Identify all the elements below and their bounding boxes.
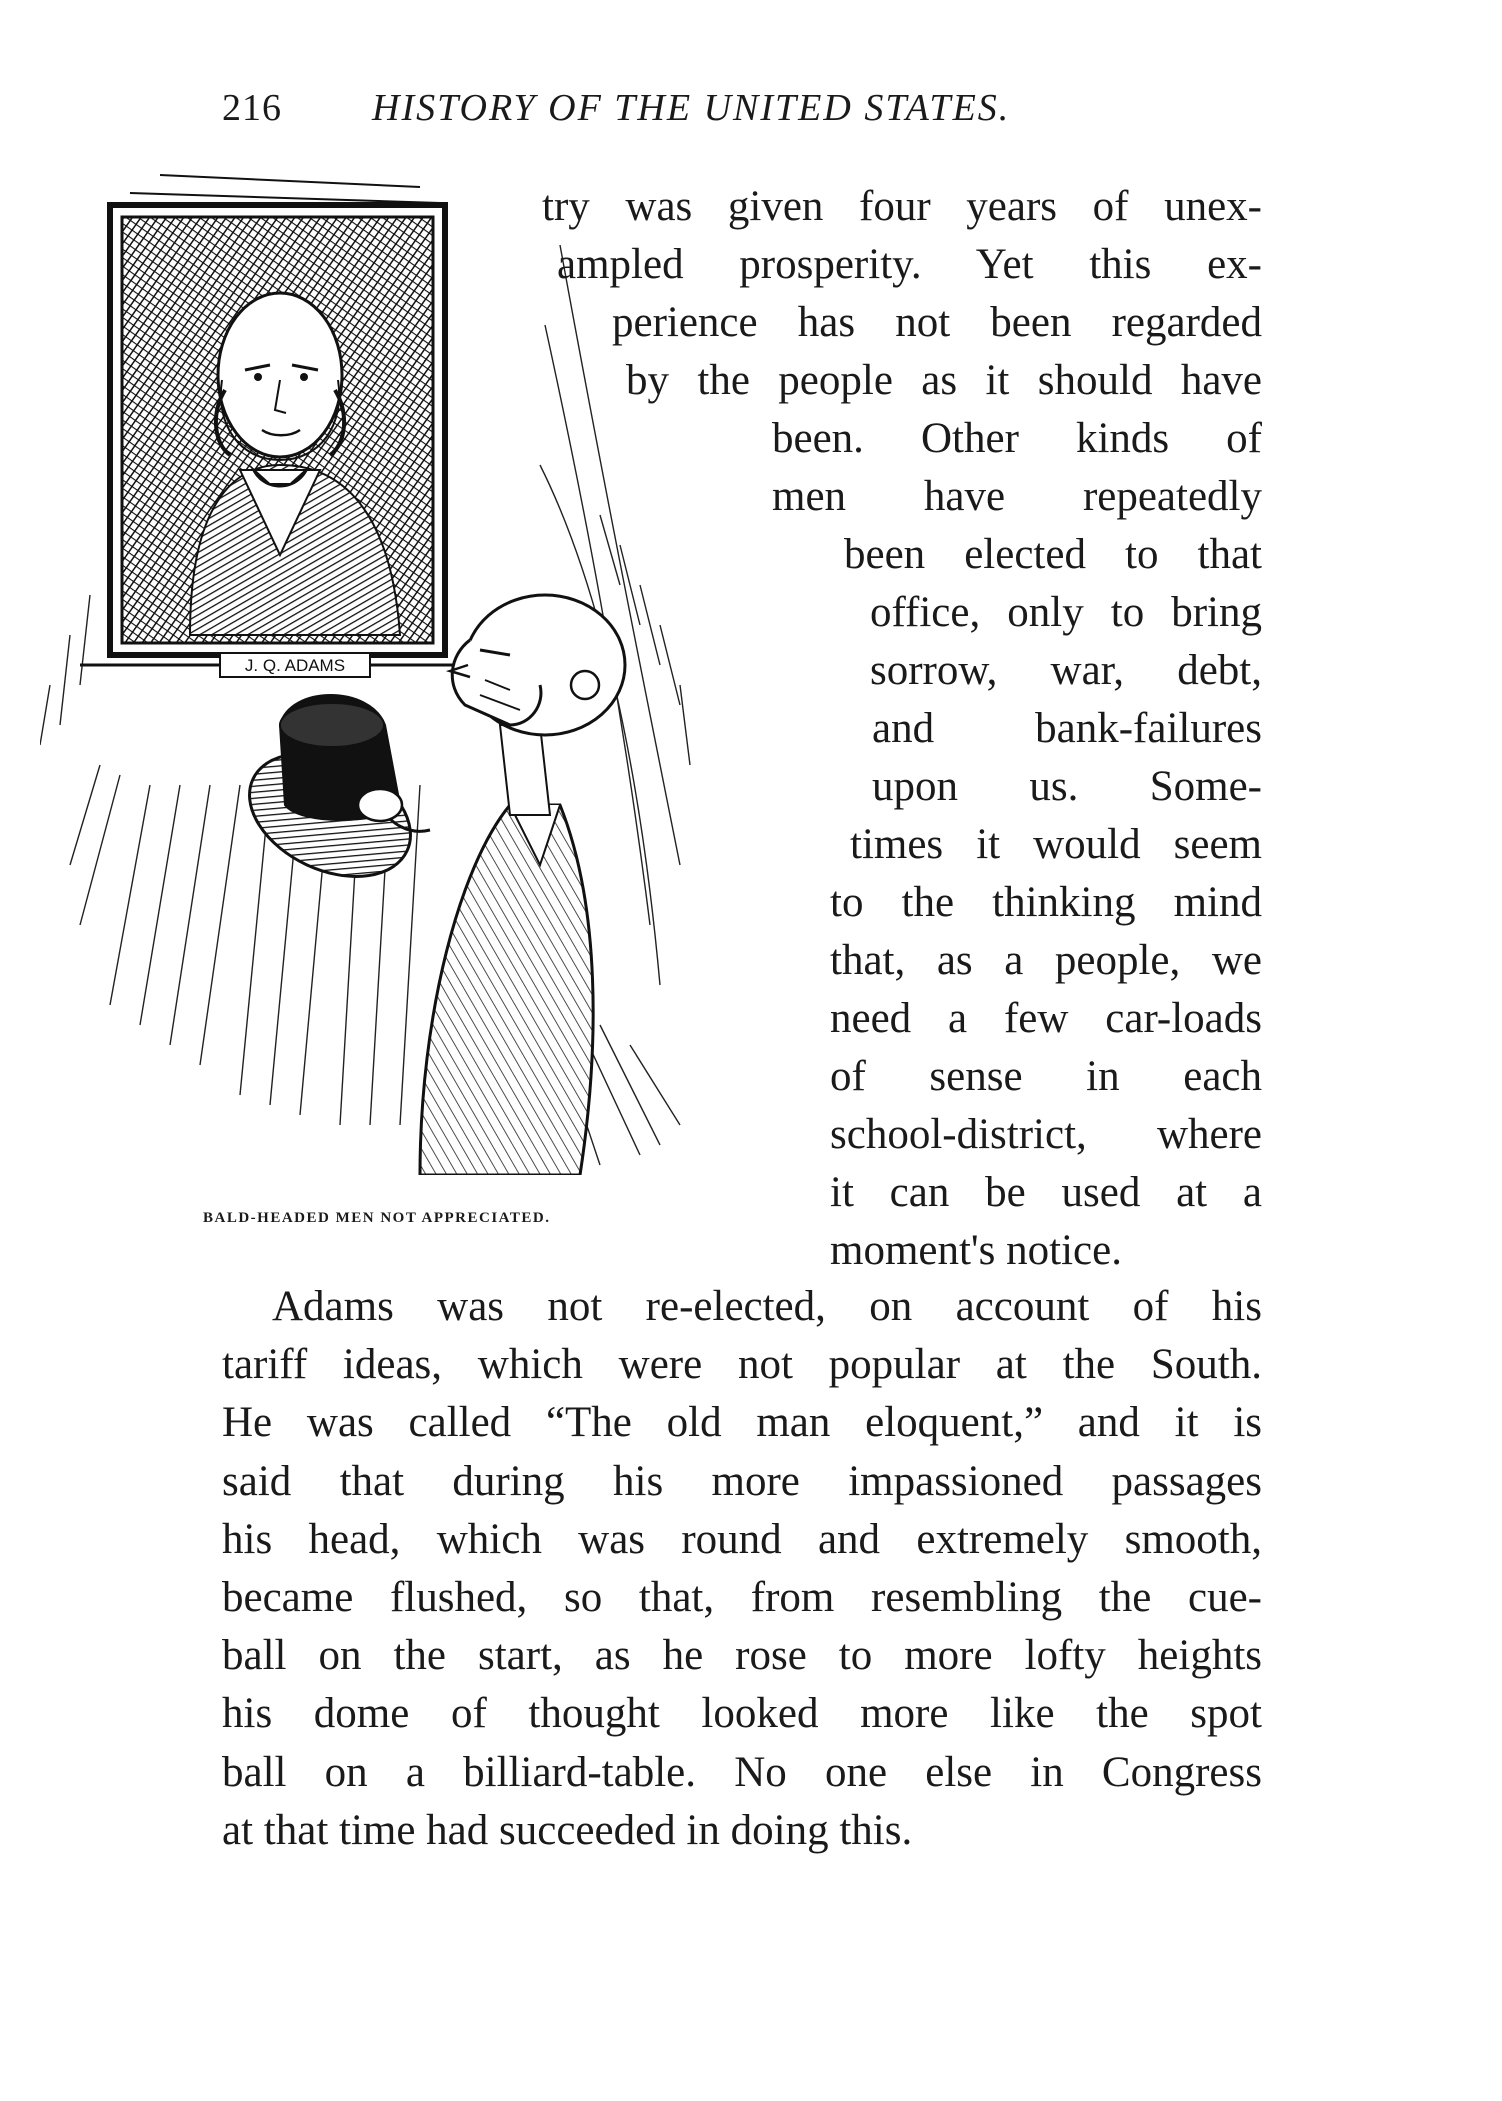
running-title: HISTORY OF THE UNITED STATES. [372,87,1011,129]
paragraph-line: at that time had succeeded in doing this. [222,1806,913,1854]
text-line: it can be used at a [830,1169,1262,1216]
portrait-frame [80,175,470,677]
paragraph-line: Adams was not re-elected, on account of his [272,1283,1262,1330]
paragraph-line: his head, which was round and extremely smooth, [222,1515,1262,1563]
text-line: and bank-failures [872,705,1262,752]
text-line: to the thinking mind [830,879,1262,926]
text-line: need a few car-loads [830,995,1262,1042]
paragraph-line: ball on the start, as he rose to more lofty heights [222,1632,1262,1680]
frame-label: J. Q. ADAMS [244,656,346,675]
paragraph-line: He was called “The old man eloquent,” and it is [222,1399,1262,1447]
text-line: that, as a people, we [830,937,1262,984]
text-line: ampled prosperity. Yet this ex- [557,241,1262,288]
text-line: school-district, where [830,1111,1262,1158]
text-line: sorrow, war, debt, [870,647,1262,694]
page-header [222,78,1262,138]
text-line: moment's notice. [830,1227,1122,1274]
text-line: been. Other kinds of [772,415,1262,462]
top-hat [230,695,431,901]
page-number: 216 [222,87,282,129]
text-line: been elected to that [844,531,1262,578]
text-line: times it would seem [850,821,1262,868]
bald-man [420,595,625,1175]
paragraph-line: ball on a billiard-table. No one else in Congress [222,1748,1262,1796]
text-line: try was given four years of unex- [542,183,1262,230]
paragraph-line: tariff ideas, which were not popular at the South. [222,1341,1262,1389]
text-line: of sense in each [830,1053,1262,1100]
text-line: perience has not been regarded [612,299,1262,346]
text-line: by the people as it should have [626,357,1262,404]
text-line: office, only to bring [870,589,1262,636]
text-line: men have repeatedly [772,473,1262,520]
paragraph-line: became flushed, so that, from resembling the cue- [222,1574,1262,1622]
paragraph-line: his dome of thought looked more like the spot [222,1690,1262,1738]
main-paragraph [222,1278,1262,1860]
illustration-caption: BALD-HEADED MEN NOT APPRECIATED. [203,1210,551,1226]
paragraph-line: said that during his more impassioned passages [222,1457,1262,1505]
text-line: upon us. Some- [872,763,1262,810]
